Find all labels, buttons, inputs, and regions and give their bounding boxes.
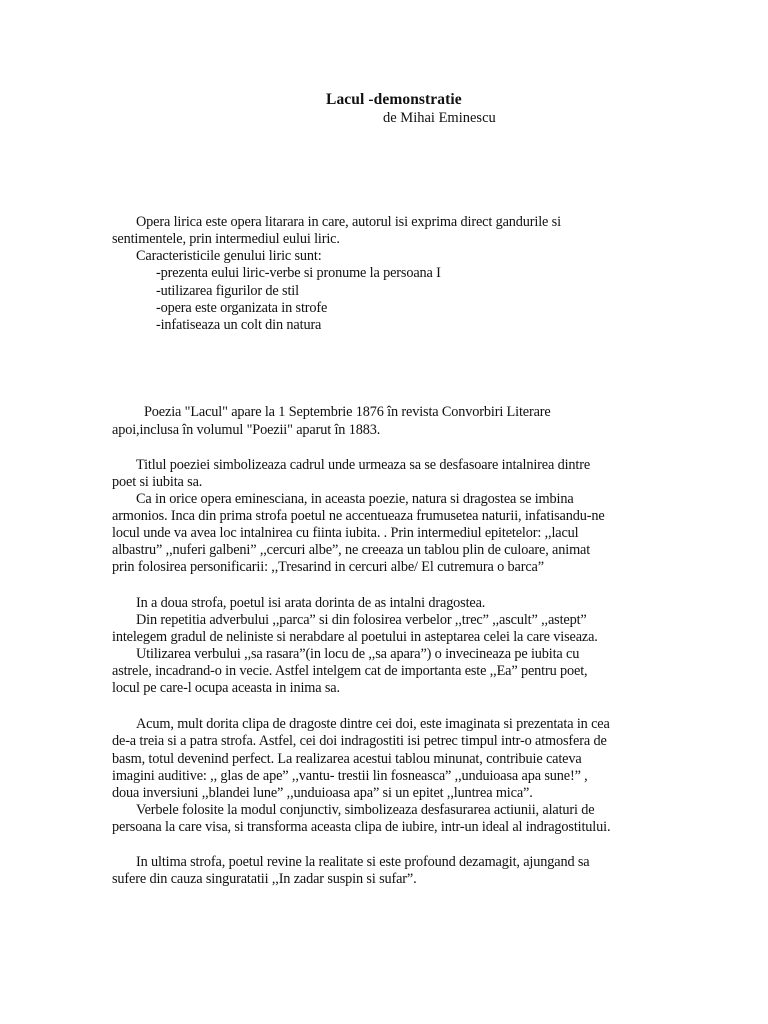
paragraph-line: locul pe care-l ocupa aceasta in inima sa. (112, 680, 340, 696)
paragraph-line: In ultima strofa, poetul revine la realitate si este profound dezamagit, ajungand sa (136, 854, 590, 870)
paragraph-line: Utilizarea verbului ,,sa rasara”(in locu de ,,sa apara”) o invecineaza pe iubita cu (136, 646, 580, 662)
paragraph-line: persoana la care visa, si transforma aceasta clipa de iubire, intr-un ideal al indragostitului. (112, 819, 611, 835)
intro-line: Caracteristicile genului liric sunt: (136, 248, 322, 264)
document-author: de Mihai Eminescu (383, 110, 496, 126)
paragraph-line: Verbele folosite la modul conjunctiv, simbolizeaza desfasurarea actiunii, alaturi de (136, 802, 595, 818)
paragraph-line: basm, totul devenind perfect. La realizarea acestui tablou minunat, contribuie cateva (112, 751, 582, 767)
paragraph-line: de-a treia si a patra strofa. Astfel, cei doi indragostiti isi petrec timpul intr-o atmosfera de (112, 733, 607, 749)
publication-line: apoi,inclusa în volumul "Poezii" aparut în 1883. (112, 422, 381, 438)
characteristic-item: -opera este organizata in strofe (156, 300, 328, 316)
paragraph-line: Din repetitia adverbului ,,parca” si din folosirea verbelor ,,trec” ,,ascult” ,,astept” (136, 612, 587, 628)
document-title: Lacul -demonstratie (326, 91, 462, 108)
characteristic-item: -utilizarea figurilor de stil (156, 283, 299, 299)
paragraph-line: albastru” ,,nuferi galbeni” ,,cercuri albe”, ne creeaza un tablou plin de culoare, animat (112, 542, 591, 558)
intro-line: sentimentele, prin intermediul eului liric. (112, 231, 340, 247)
paragraph-line: armonios. Inca din prima strofa poetul ne accentueaza frumusetea naturii, infatisandu-ne (112, 508, 605, 524)
paragraph-line: doua inversiuni ,,blandei lune” ,,unduioasa apa” si un epitet ,,luntrea mica”. (112, 785, 533, 801)
paragraph-line: intelegem gradul de neliniste si nerabdare al poetului in asteptarea celei la care viseaza. (112, 629, 598, 645)
paragraph-line: Acum, mult dorita clipa de dragoste dintre cei doi, este imaginata si prezentata in cea (136, 716, 610, 732)
paragraph-line: sufere din cauza singuratatii ,,In zadar suspin si sufar”. (112, 871, 417, 887)
paragraph-line: Ca in orice opera eminesciana, in aceasta poezie, natura si dragostea se imbina (136, 491, 574, 507)
publication-line: Poezia "Lacul" apare la 1 Septembrie 1876 în revista Convorbiri Literare (144, 404, 551, 420)
characteristic-item: -prezenta eului liric-verbe si pronume la persoana I (156, 265, 441, 281)
paragraph-line: locul unde va avea loc intalnirea cu fiinta iubita. . Prin intermediul epitetelor: ,,lacul (112, 525, 579, 541)
intro-line: Opera lirica este opera litarara in care, autorul isi exprima direct gandurile si (136, 214, 561, 230)
paragraph-line: Titlul poeziei simbolizeaza cadrul unde urmeaza sa se desfasoare intalnirea dintre (136, 457, 591, 473)
paragraph-line: astrele, incadrand-o in vecie. Astfel intelgem cat de importanta este ,,Ea” pentru poet, (112, 663, 588, 679)
paragraph-line: imagini auditive: ,, glas de ape” ,,vantu- trestii lin fosneasca” ,,unduioasa apa sune!” , (112, 768, 588, 784)
paragraph-line: prin folosirea personificarii: ,,Tresarind in cercuri albe/ El cutremura o barca” (112, 559, 544, 575)
characteristic-item: -infatiseaza un colt din natura (156, 317, 322, 333)
paragraph-line: poet si iubita sa. (112, 474, 203, 490)
paragraph-line: In a doua strofa, poetul isi arata dorinta de as intalni dragostea. (136, 595, 486, 611)
